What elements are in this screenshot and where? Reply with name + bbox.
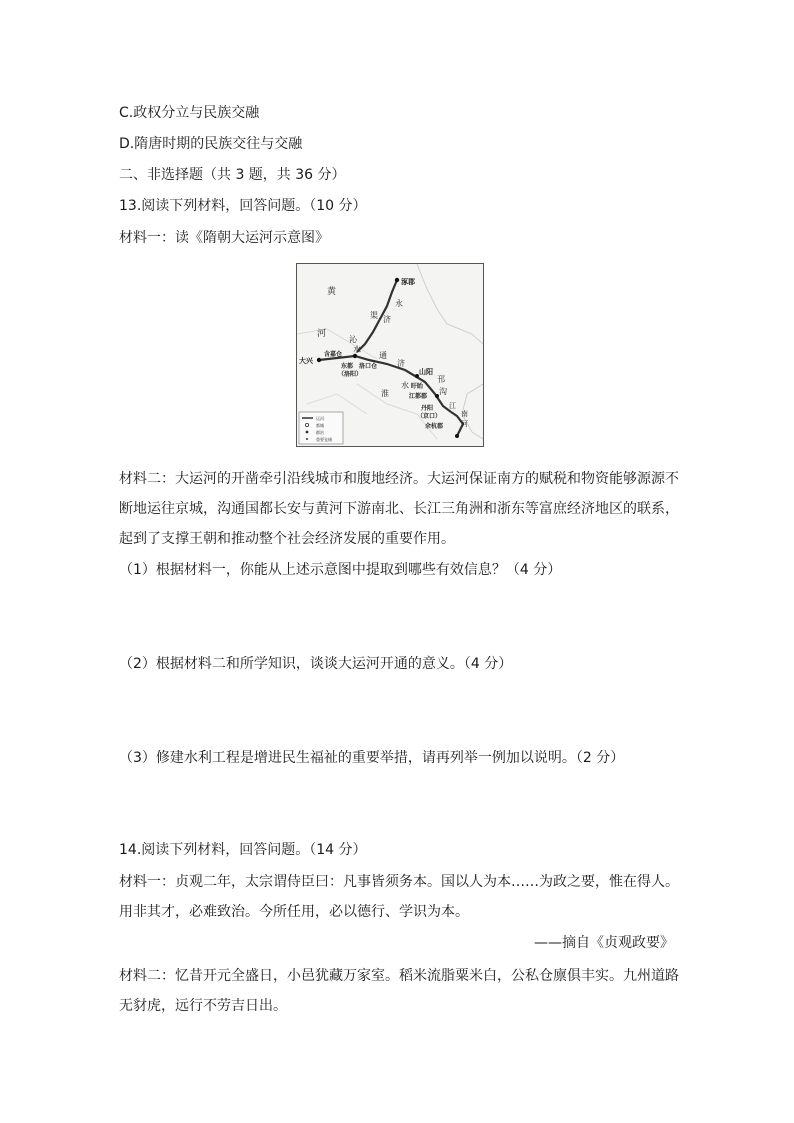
q13-sub1: （1）根据材料一，你能从上述示意图中提取到哪些有效信息？（4 分） (119, 562, 562, 578)
q14-material2: 材料二：忆昔开元全盛日，小邑犹藏万家室。稻米流脂粟米白，公私仓廪俱丰实。九州道路无豺虎，远行不劳吉日出。 (119, 968, 679, 1014)
label-shui: 水 (353, 345, 361, 354)
label-qu: 渠 (370, 311, 378, 320)
legend-granary: 重要仓储 (316, 437, 332, 442)
label-nan: 南 (461, 410, 468, 418)
legend-city: 郡治 (316, 430, 324, 435)
label-yuhang: 余杭郡 (425, 423, 444, 430)
option-c: C.政权分立与民族交融 (119, 105, 260, 121)
grand-canal-map (296, 263, 484, 447)
map-legend (299, 412, 343, 444)
label-luoyang: （洛阳） (338, 371, 363, 378)
q14-title: 14.阅读下列材料，回答问题。（14 分） (119, 842, 367, 858)
label-gou: 沟 (439, 387, 447, 396)
q13-material1: 材料一：读《隋朝大运河示意图》 (119, 230, 329, 246)
q14-source: ——摘自《贞观政要》 (534, 935, 674, 951)
q13-title: 13.阅读下列材料，回答问题。（10 分） (119, 198, 367, 214)
daxing-marker (317, 358, 321, 362)
q13-material2: 材料二：大运河的开凿牵引沿线城市和腹地经济。大运河保证南方的赋税和物资能够源源不断地运往京城，沟通国都长安与黄河下游南北、长江三角洲和浙东等富庶经济地区的联系，起到了支撑王朝和推动整个社会经济发展的重要作用。 (119, 471, 679, 547)
label-han: 邗 (437, 375, 445, 384)
label-danyang: 丹阳 (421, 405, 434, 412)
label-shui2: 水 (401, 381, 409, 390)
label-tong: 通 (379, 351, 387, 360)
yuhang-marker (455, 434, 459, 438)
legend-capital: 都城 (316, 423, 324, 428)
label-luokoucang: 洛口仓 (359, 363, 378, 370)
label-he: 河 (317, 329, 327, 339)
label-shanyang: 山阳 (419, 368, 433, 376)
label-jiang: 江 (449, 402, 456, 410)
label-qin: 沁 (349, 335, 357, 344)
label-huang: 黄 (327, 287, 337, 297)
luoyang-marker (353, 354, 357, 358)
option-d: D.隋唐时期的民族交往与交融 (119, 136, 303, 152)
label-jingkou: （京口） (417, 413, 442, 420)
q13-sub3: （3）修建水利工程是增进民生福祉的重要举措，请再列举一例加以说明。（2 分） (119, 750, 625, 766)
q14-material1: 材料一：贞观二年，太宗谓侍臣曰：凡事皆须务本。国以人为本……为政之要，惟在得人。用非其才，必难致治。今所任用，必以德行、学识为本。 (119, 874, 679, 920)
label-hanjiacang: 含嘉仓 (324, 351, 343, 358)
label-jiangdu: 江都郡 (409, 393, 428, 400)
section-title: 二、非选择题（共 3 题，共 36 分） (119, 167, 346, 183)
label-ji2: 济 (397, 359, 405, 368)
legend-canal: 运河 (316, 416, 324, 421)
label-daxing: 大兴 (299, 357, 313, 365)
label-huai: 淮 (381, 389, 389, 398)
label-yong: 永 (395, 299, 403, 308)
label-xuyi: 盱眙 (411, 383, 424, 390)
zhuojun-marker (395, 278, 399, 282)
label-zhuojun: 涿郡 (401, 278, 415, 286)
label-ji: 济 (383, 315, 391, 324)
label-he2: 河 (461, 420, 468, 428)
label-dongdu: 东都 (341, 363, 354, 370)
q13-sub2: （2）根据材料二和所学知识，谈谈大运河开通的意义。（4 分） (119, 656, 513, 672)
